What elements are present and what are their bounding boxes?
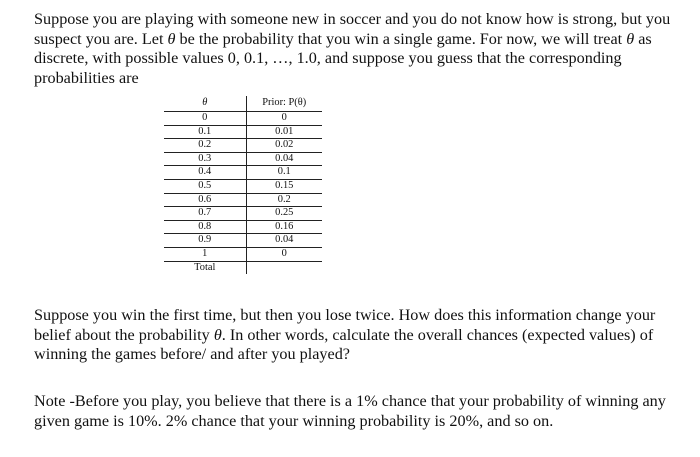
theta-symbol: θ bbox=[213, 325, 222, 344]
prior-table bbox=[164, 96, 322, 274]
theta-symbol: θ bbox=[626, 29, 635, 48]
theta-cell: 1 bbox=[164, 247, 246, 261]
intro-text-1: Suppose you are playing with someone new in soccer and you do not know how is strong, but you suspect you are. Let bbox=[34, 10, 671, 48]
table-row bbox=[164, 179, 322, 193]
theta-values: 0, 0.1, …, 1.0 bbox=[227, 49, 317, 68]
table-header-row bbox=[164, 96, 322, 112]
header-prior: Prior: P(θ) bbox=[246, 96, 322, 112]
note-paragraph bbox=[34, 392, 679, 431]
theta-cell: 0.8 bbox=[164, 220, 246, 234]
theta-cell: 0.4 bbox=[164, 166, 246, 180]
table-row bbox=[164, 234, 322, 248]
theta-cell: 0.9 bbox=[164, 234, 246, 248]
note-text-4: chance that your winning probability is bbox=[187, 411, 450, 430]
prior-cell: 0.25 bbox=[246, 207, 322, 221]
prior-cell: 0.02 bbox=[246, 139, 322, 153]
prior-cell: 0.2 bbox=[246, 193, 322, 207]
prior-cell: 0 bbox=[246, 112, 322, 126]
table-row bbox=[164, 139, 322, 153]
prior-cell: 0.04 bbox=[246, 152, 322, 166]
prior-cell: 0.16 bbox=[246, 220, 322, 234]
table-row bbox=[164, 166, 322, 180]
theta-cell: 0 bbox=[164, 112, 246, 126]
theta-cell: 0.7 bbox=[164, 207, 246, 221]
header-theta: θ bbox=[164, 96, 246, 112]
question-paragraph bbox=[34, 306, 679, 365]
note-text-3: . bbox=[157, 411, 166, 430]
table-row bbox=[164, 193, 322, 207]
table-total-row bbox=[164, 261, 322, 274]
theta-cell: 0.3 bbox=[164, 152, 246, 166]
note-pct-10: 10% bbox=[127, 411, 158, 430]
table-row bbox=[164, 125, 322, 139]
question-text-1: Suppose you win the first time, but then you lose twice. How does this information change your belief about the probability bbox=[34, 306, 656, 344]
note-pct-1: 1% bbox=[356, 392, 378, 410]
table-body bbox=[164, 112, 322, 275]
table-row bbox=[164, 247, 322, 261]
table-row bbox=[164, 207, 322, 221]
question-text-2: . In other words, calculate the overall chances (expected values) of winning the games before/ and after you played? bbox=[34, 325, 654, 364]
intro-paragraph bbox=[34, 10, 679, 88]
theta-cell: 0.1 bbox=[164, 125, 246, 139]
theta-cell: 0.2 bbox=[164, 139, 246, 153]
total-value bbox=[246, 261, 322, 274]
intro-text-4: , and suppose you guess that the corresponding probabilities are bbox=[34, 49, 622, 87]
table-row bbox=[164, 220, 322, 234]
intro-text-2: be the probability that you win a single game. For now, we will treat bbox=[175, 29, 627, 48]
note-text-2: chance that your probability of winning any given game is bbox=[34, 392, 666, 430]
note-text-1: Note -Before you play, you believe that there is a bbox=[34, 392, 357, 410]
theta-cell: 0.6 bbox=[164, 193, 246, 207]
prior-cell: 0.04 bbox=[246, 234, 322, 248]
theta-symbol: θ bbox=[167, 29, 176, 48]
table-row bbox=[164, 152, 322, 166]
table-row bbox=[164, 112, 322, 126]
note-text-5: , and so on. bbox=[479, 411, 554, 430]
intro-text-3: as discrete, with possible values bbox=[34, 29, 652, 68]
prior-cell: 0.1 bbox=[246, 166, 322, 180]
note-pct-2: 2% bbox=[165, 411, 188, 430]
theta-cell: 0.5 bbox=[164, 179, 246, 193]
note-pct-20: 20% bbox=[449, 411, 480, 430]
total-label: Total bbox=[164, 261, 246, 274]
prior-cell: 0 bbox=[246, 247, 322, 261]
prior-cell: 0.15 bbox=[246, 179, 322, 193]
prior-cell: 0.01 bbox=[246, 125, 322, 139]
